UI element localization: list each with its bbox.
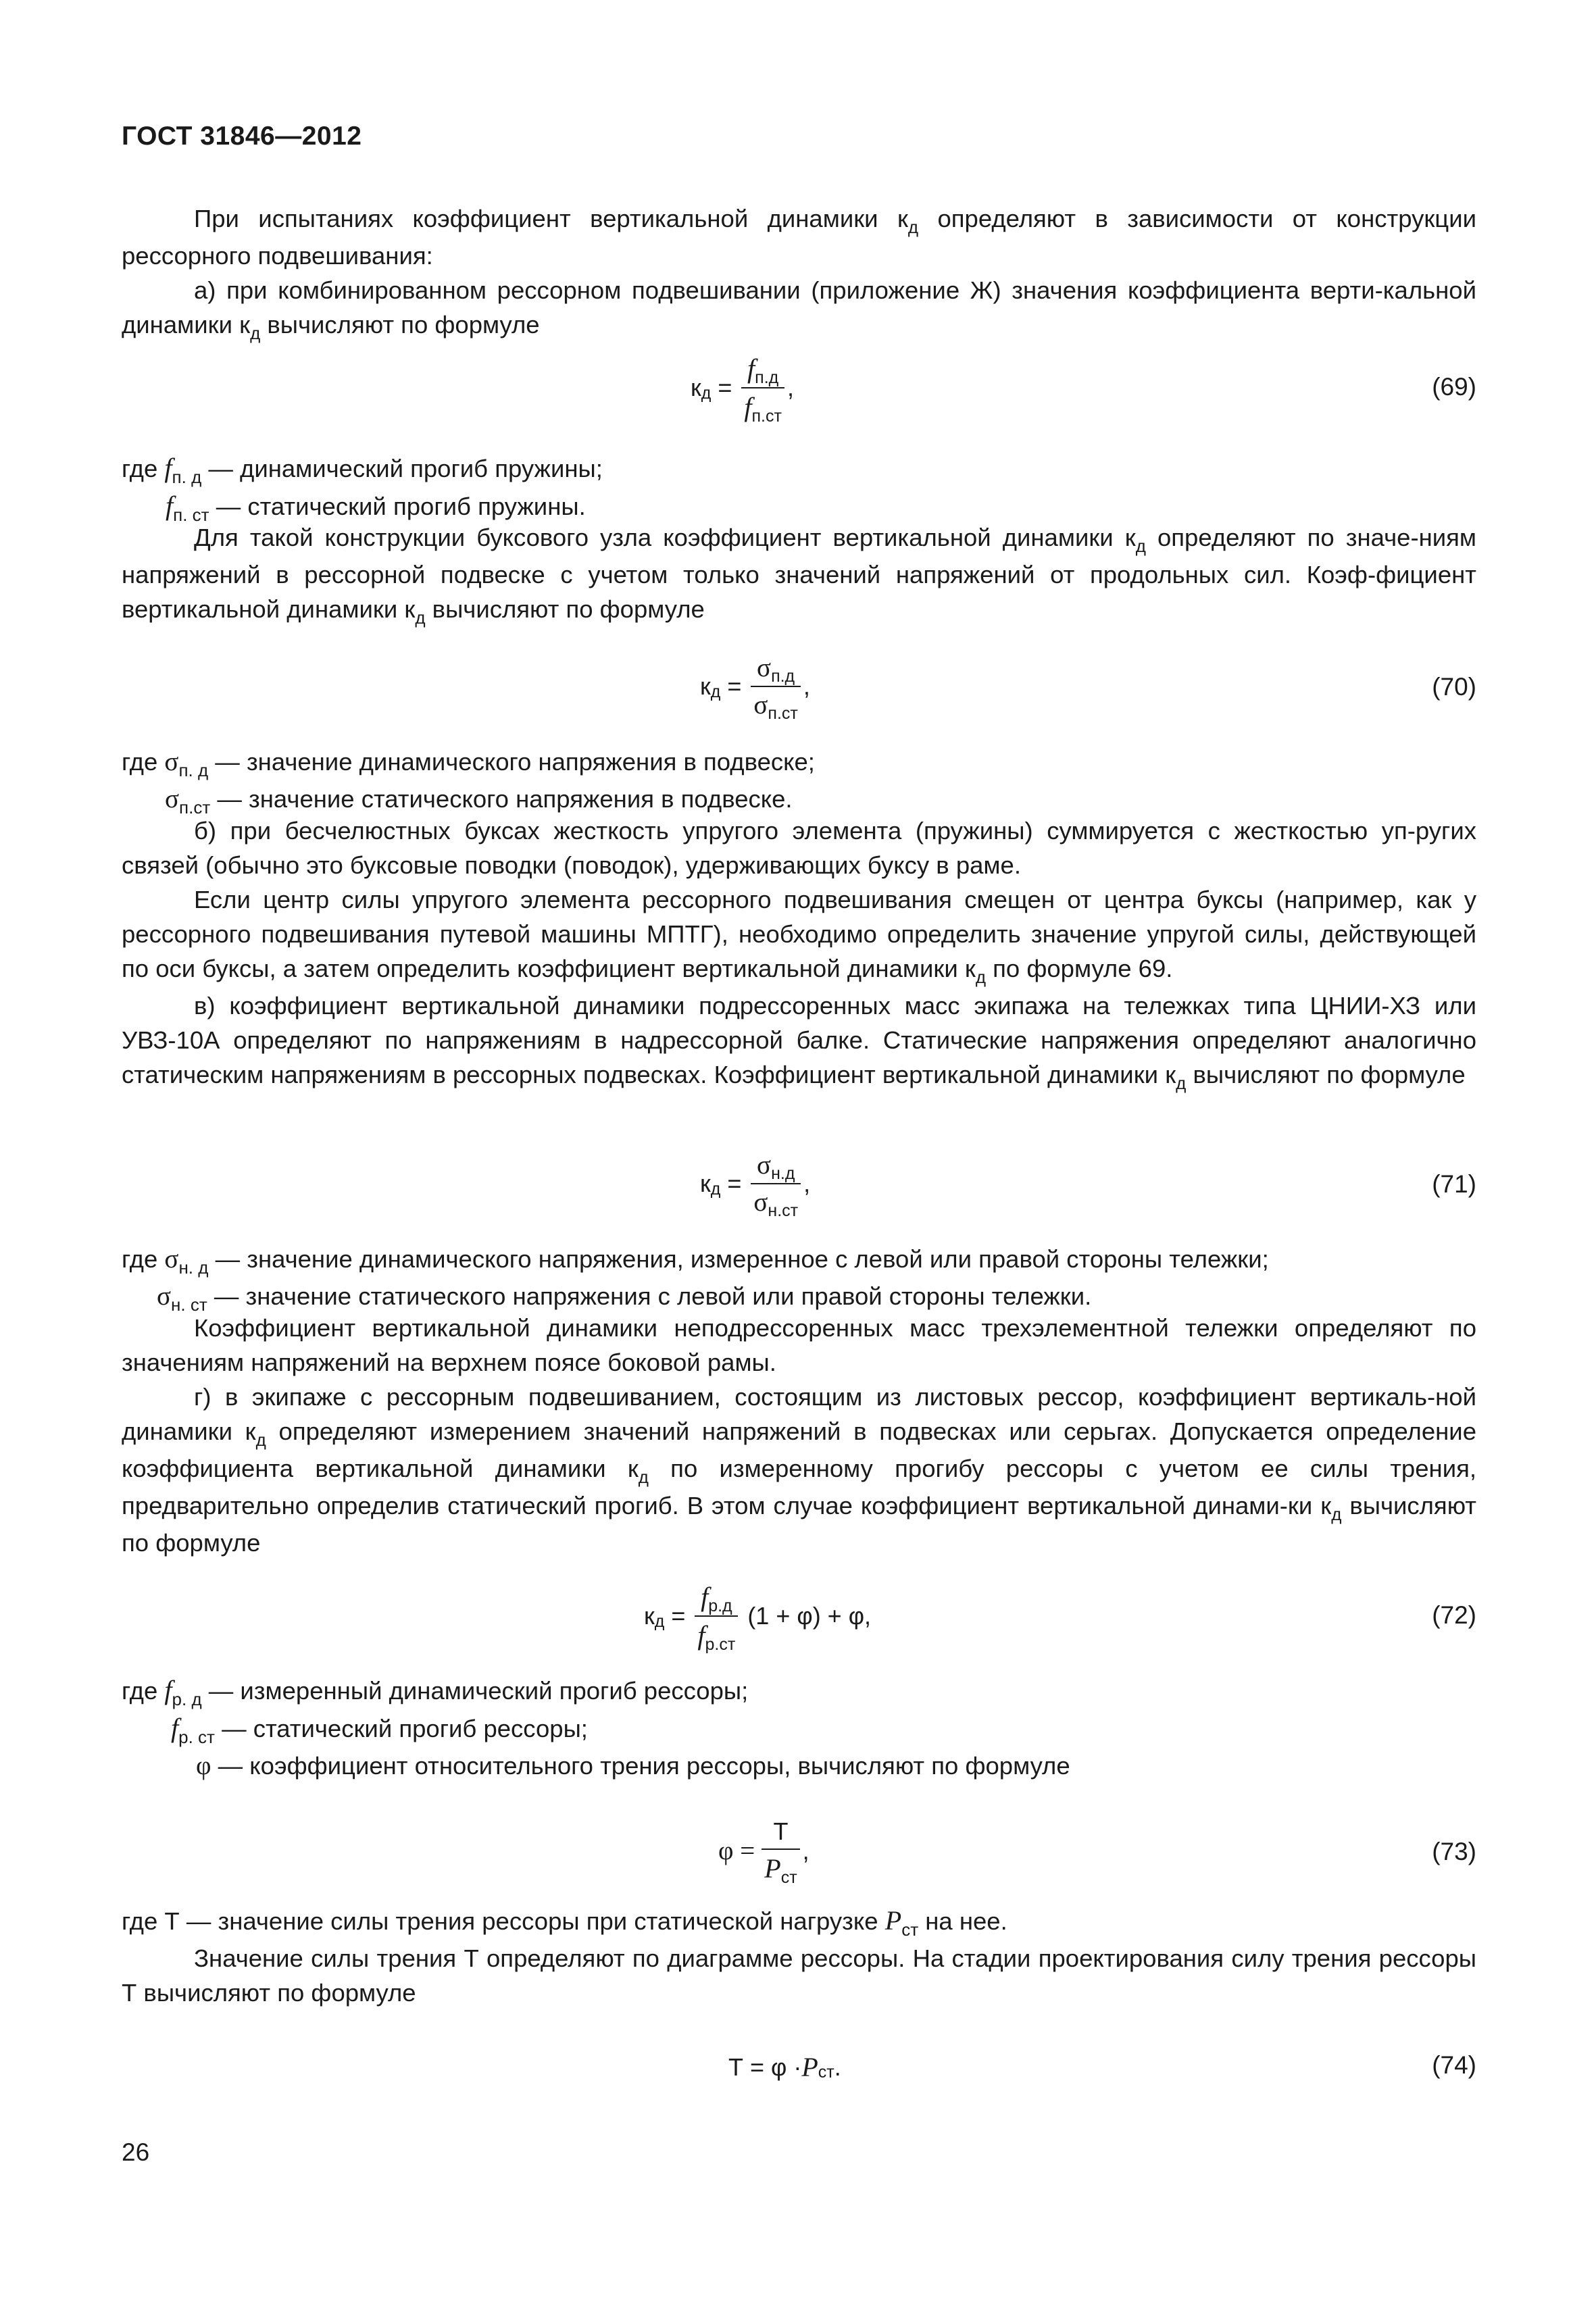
equation-number: (72) <box>1432 1601 1476 1629</box>
equation-number: (71) <box>1432 1170 1476 1198</box>
paragraph-friction: где Т — значение силы трения рессоры при статической нагрузке $P_{ст}$ на нее. Значение силы трения Т определяют по диаграмме рессоры. На стадии проектирования силу трения рессоры Т вычисляют по формуле <box>122 1905 1476 2007</box>
paragraph-intro: При испытаниях коэффициент вертикальной динамики $к_д$ определяют в зависимости от конструкции рессорного подвешивания: а) при комбинированном рессорном подвешивании (приложение Ж) значения коэффициента верти-кальной динамики $к_д$ вычисляют по формуле <box>122 205 1476 343</box>
document-page <box>122 122 1476 2203</box>
definitions-71: где $\sigma_{н. д}$ — значение динамического напряжения, измеренное с левой или правой стороны тележки; $\sigma_{н. ст}$ — значение статического напряжения с левой или правой стороны тележки. <box>122 1244 1269 1315</box>
equation-72: к д = $\frac{f_{р.д}}{f_{р.ст}}$ (1 + φ) + φ, (72) <box>644 1582 1476 1654</box>
paragraph-axlebox: Для такой конструкции буксового узла коэффициент вертикальной динамики $к_д$ определяют по значе-ниям напряжений в рессорной подвеске с учетом только значений напряжений от продольных сил. Коэф-фициент вертикальной динамики $к_д$ вычисляют по формуле <box>122 524 1476 628</box>
equation-70: к д = $\frac{\sigma_{п.д}}{\sigma_{п.ст}}$ , (70) <box>700 653 1476 723</box>
document-header: ГОСТ 31846—2012 <box>122 122 362 151</box>
equation-73: φ = $\frac{Т}{P_{ст}}$ , (73) <box>718 1817 1476 1887</box>
equation-number: (69) <box>1432 373 1476 401</box>
definitions-72: где $f_{р. д}$ — измеренный динамический прогиб рессоры; $f_{р. ст}$ — статический прогиб рессоры; φ — коэффициент относительного трения рессоры, вычисляют по формуле <box>122 1675 1070 1780</box>
definitions-70: где $\sigma_{п. д}$ — значение динамического напряжения в подвеске; $\sigma_{п.ст}$ — значение статического напряжения в подвеске. <box>122 747 815 818</box>
equation-74: Т = φ · P ст . (74) <box>728 2051 1476 2082</box>
equation-number: (74) <box>1432 2051 1476 2079</box>
page-number: 26 <box>122 2138 150 2166</box>
equation-69: к д = $\frac{f_{п.д}}{f_{п.ст}}$ , (69) <box>691 353 1476 426</box>
equation-number: (70) <box>1432 673 1476 701</box>
definitions-69: где $f_{п. д}$ — динамический прогиб пружины; $f_{п. ст}$ — статический прогиб пружины. <box>122 453 603 525</box>
paragraph-block-b-c: б) при бесчелюстных буксах жесткость упругого элемента (пружины) суммируется с жесткостью уп-ругих связей (обычно это буксовые поводки (поводок), удерживающих буксу в раме. Если центр силы упругого элемента рессорного подвешивания смещен от центра буксы (например, как у рессорного подвешивания путевой машины МПТГ), необходимо определить значение упругой силы, действующей по оси буксы, а затем определить коэффициент вертикальной динамики $к_д$ по формуле 69. в) коэффициент вертикальной динамики подрессоренных масс экипажа на тележках типа ЦНИИ-ХЗ или УВЗ-10А определяют по напряжениям в надрессорной балке. Статические напряжения определяют аналогично статическим напряжениям в рессорных подвесках. Коэффициент вертикальной динамики $к_д$ вычисляют по формуле <box>122 817 1476 1093</box>
equation-number: (73) <box>1432 1838 1476 1865</box>
equation-71: к д = $\frac{\sigma_{н.д}}{\sigma_{н.ст}}$ , (71) <box>700 1151 1476 1220</box>
paragraph-block-d: Коэффициент вертикальной динамики неподрессоренных масс трехэлементной тележки определяют по значениям напряжений на верхнем поясе боковой рамы. г) в экипаже с рессорным подвешиванием, состоящим из листовых рессор, коэффициент вертикаль-ной динамики $к_д$ определяют измерением значений напряжений в подвесках или серьгах. Допускается определение коэффициента вертикальной динамики $к_д$ по измеренному прогибу рессоры с учетом ее силы трения, предварительно определив статический прогиб. В этом случае коэффициент вертикальной динами-ки $к_д$ вычисляют по формуле <box>122 1314 1476 1557</box>
